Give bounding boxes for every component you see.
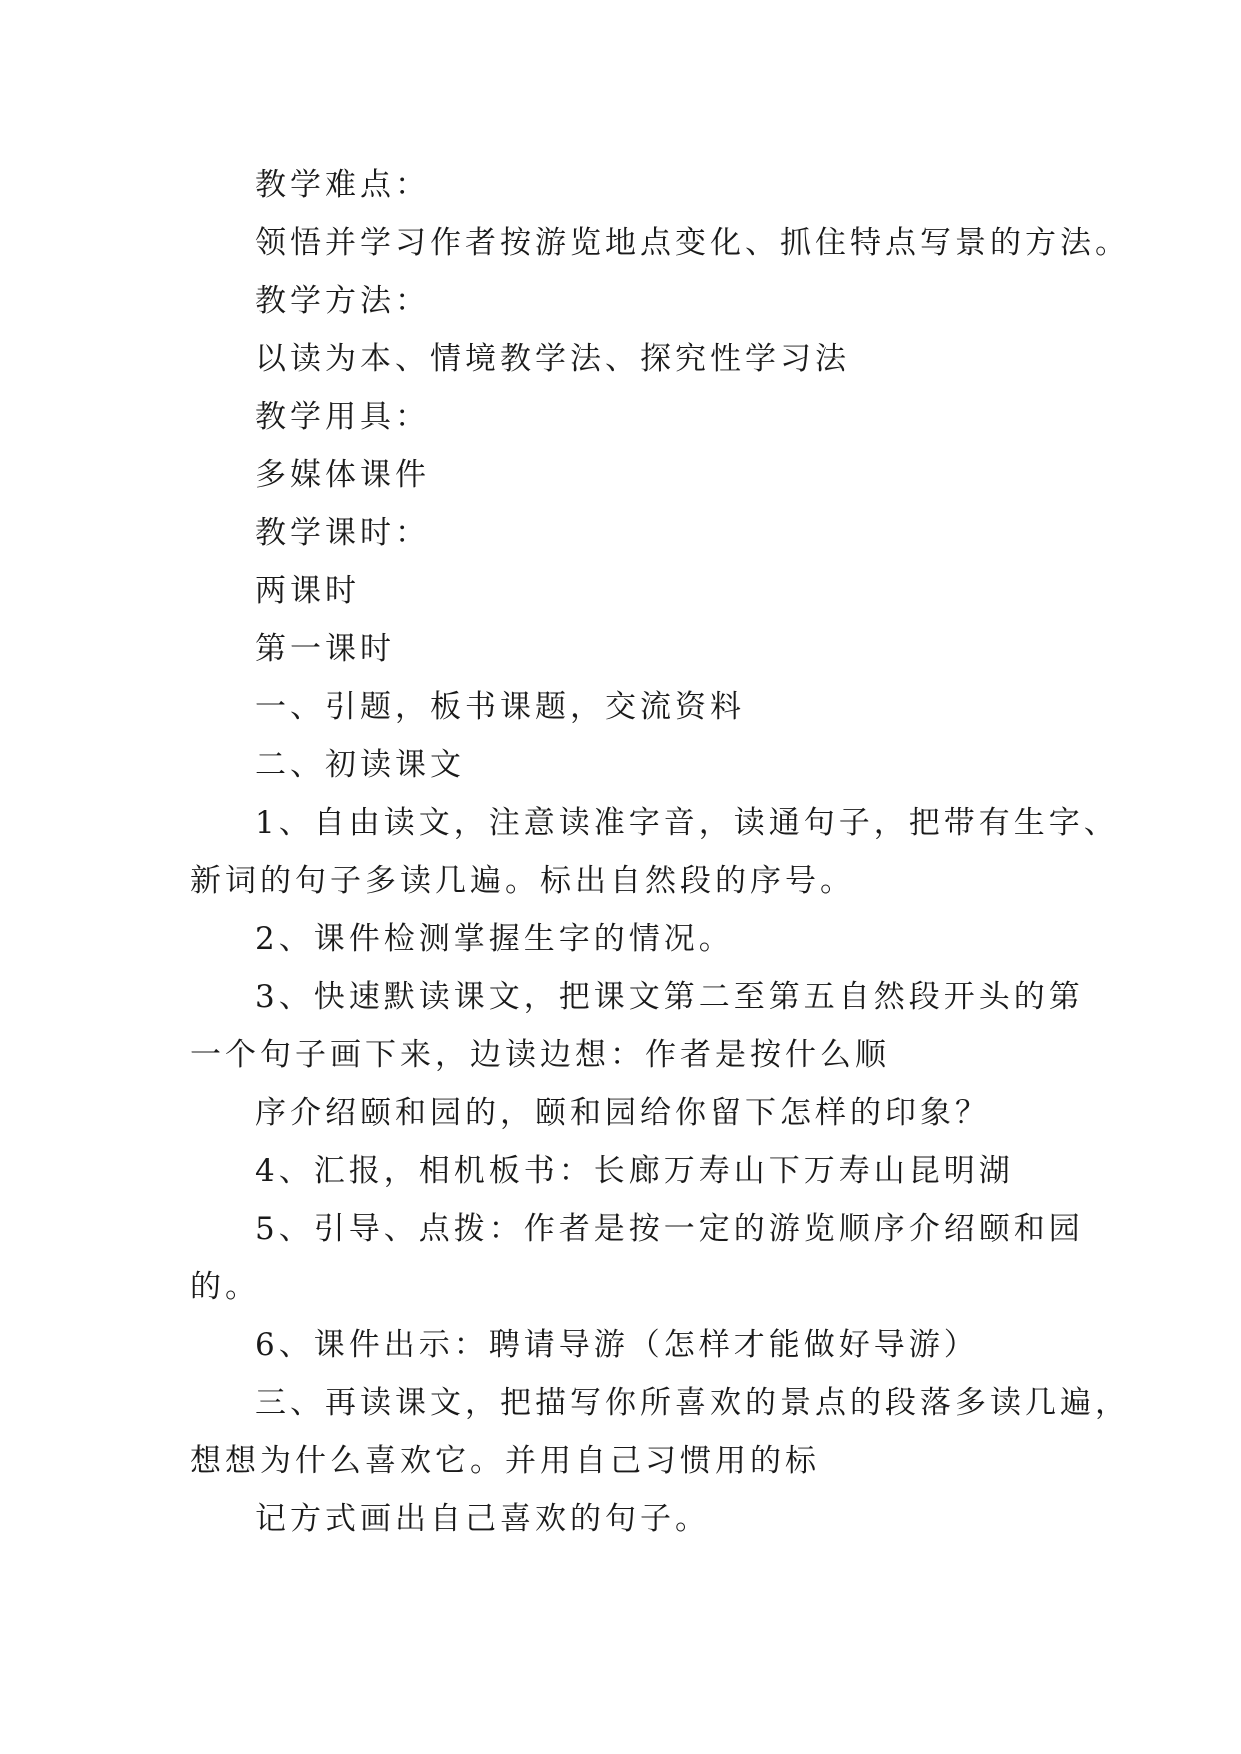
text-line: 多媒体课件	[255, 457, 430, 493]
text-line: 3、快速默读课文，把课文第二至第五自然段开头的第	[255, 979, 1084, 1015]
heading-teaching-method: 教学方法：	[255, 283, 430, 319]
text-line: 三、再读课文，把描写你所喜欢的景点的段落多读几遍，	[255, 1385, 1130, 1421]
heading-teaching-difficulty: 教学难点：	[255, 167, 430, 203]
text-line: 想想为什么喜欢它。并用自己习惯用的标	[190, 1443, 820, 1479]
text-line: 5、引导、点拨：作者是按一定的游览顺序介绍颐和园	[255, 1211, 1084, 1247]
text-line: 记方式画出自己喜欢的句子。	[255, 1501, 710, 1537]
heading-class-hours: 教学课时：	[255, 515, 430, 551]
text-line: 序介绍颐和园的，颐和园给你留下怎样的印象？	[255, 1095, 990, 1131]
heading-teaching-tools: 教学用具：	[255, 399, 430, 435]
text-line: 6、课件出示：聘请导游（怎样才能做好导游）	[255, 1327, 979, 1363]
text-line: 一个句子画下来，边读边想：作者是按什么顺	[190, 1037, 890, 1073]
text-line: 2、课件检测掌握生字的情况。	[255, 921, 734, 957]
text-line: 4、汇报，相机板书：长廊万寿山下万寿山昆明湖	[255, 1153, 1014, 1189]
text-line: 的。	[190, 1269, 260, 1305]
text-line: 一、引题，板书课题，交流资料	[255, 689, 745, 725]
text-line: 领悟并学习作者按游览地点变化、抓住特点写景的方法。	[255, 225, 1130, 261]
text-line: 以读为本、情境教学法、探究性学习法	[255, 341, 850, 377]
text-line: 1、自由读文，注意读准字音，读通句子，把带有生字、	[255, 805, 1119, 841]
text-line: 两课时	[255, 573, 360, 609]
text-line: 新词的句子多读几遍。标出自然段的序号。	[190, 863, 855, 899]
text-line: 二、初读课文	[255, 747, 465, 783]
section-title: 第一课时	[255, 631, 395, 667]
